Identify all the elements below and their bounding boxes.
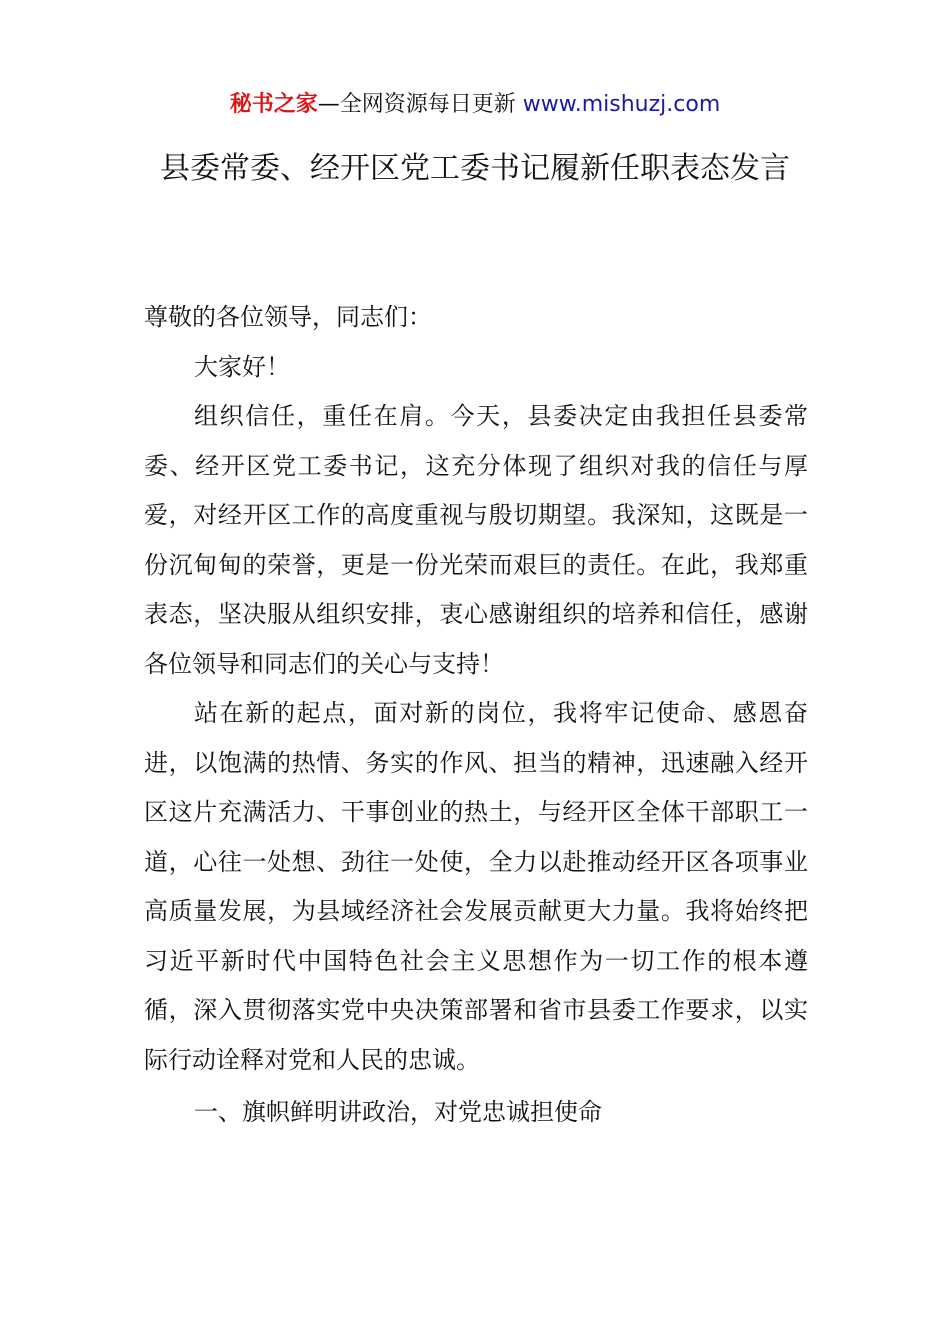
header-tagline: —全网资源每日更新	[317, 92, 516, 117]
salutation: 尊敬的各位领导，同志们：	[144, 303, 432, 331]
section-heading: 一、旗帜鲜明讲政治，对党忠诚担使命	[194, 1098, 602, 1126]
body-paragraph: 组织信任，重任在肩。今天，县委决定由我担任县委常委、经开区党工委书记，这充分体现了组织对我的信任与厚爱，对经开区工作的高度重视与殷切期望。我深知，这既是一份沉甸甸的荣誉，更是一份光荣而艰巨的责任。在此，我郑重表态，坚决服从组织安排，衷心感谢组织的培养和信任，感谢各位领导和同志们的关心与支持！	[144, 402, 808, 678]
body-paragraph: 站在新的起点，面对新的岗位，我将牢记使命、感恩奋进，以饱满的热情、务实的作风、担当的精神，迅速融入经开区这片充满活力、干事创业的热土，与经开区全体干部职工一道，心往一处想、劲往一处使，全力以赴推动经开区各项事业高质量发展，为县域经济社会发展贡献更大力量。我将始终把习近平新时代中国特色社会主义思想作为一切工作的根本遵循，深入贯彻落实党中央决策部署和省市县委工作要求，以实际行动诠释对党和人民的忠诚。	[144, 699, 808, 1074]
site-header	[0, 90, 950, 120]
document-title: 县委常委、经开区党工委书记履新任职表态发言	[160, 151, 790, 186]
greeting: 大家好！	[194, 352, 290, 381]
document-body	[144, 293, 808, 1138]
brand-name: 秘书之家	[229, 92, 318, 117]
site-url-link[interactable]: www.mishuzj.com	[522, 92, 721, 117]
